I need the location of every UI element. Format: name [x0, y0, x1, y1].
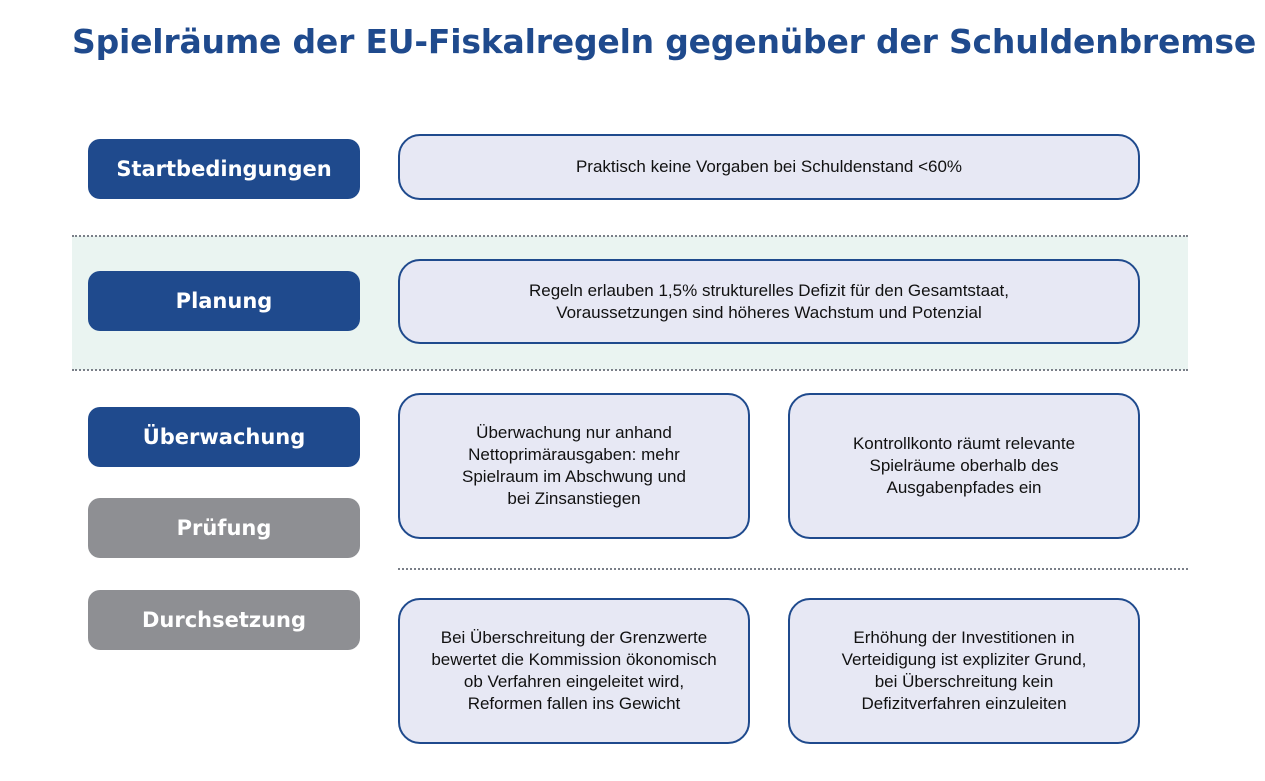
box-ueberwachung-links	[398, 393, 750, 539]
box-durchsetzung-links	[398, 598, 750, 744]
box-planung	[398, 259, 1140, 344]
stage-ueberwachung: Überwachung	[88, 407, 360, 467]
box-ueberwachung-rechts-text: Kontrollkonto räumt relevante Spielräume oberhalb des Ausgabenpfades ein	[852, 434, 1076, 497]
stage-planung: Planung	[88, 271, 360, 331]
stage-pruefung: Prüfung	[88, 498, 360, 558]
divider-lower	[398, 568, 1188, 570]
box-ueberwachung-links-text: Überwachung nur anhand Nettoprimärausgaben: mehr Spielraum im Abschwung und bei Zinsanstiegen	[462, 423, 686, 508]
divider-top	[72, 235, 1188, 237]
stage-durchsetzung: Durchsetzung	[88, 590, 360, 650]
stage-startbedingungen: Startbedingungen	[88, 139, 360, 199]
box-durchsetzung-rechts-text: Erhöhung der Investitionen in Verteidigung ist expliziter Grund, bei Überschreitung kein Defizitverfahren einzuleiten	[841, 628, 1087, 713]
box-planung-text: Regeln erlauben 1,5% strukturelles Defizit für den Gesamtstaat, Voraussetzungen sind höheres Wachstum und Potenzial	[528, 280, 1010, 322]
box-durchsetzung-links-text: Bei Überschreitung der Grenzwerte bewertet die Kommission ökonomisch ob Verfahren eingeleitet wird, Reformen fallen ins Gewicht	[431, 628, 717, 713]
divider-middle	[72, 369, 1188, 371]
page-title: Spielräume der EU-Fiskalregeln gegenüber der Schuldenbremse	[72, 22, 1256, 61]
box-startbedingungen	[398, 134, 1140, 200]
box-durchsetzung-rechts	[788, 598, 1140, 744]
box-ueberwachung-rechts	[788, 393, 1140, 539]
box-startbedingungen-text: Praktisch keine Vorgaben bei Schuldenstand <60%	[575, 157, 963, 176]
